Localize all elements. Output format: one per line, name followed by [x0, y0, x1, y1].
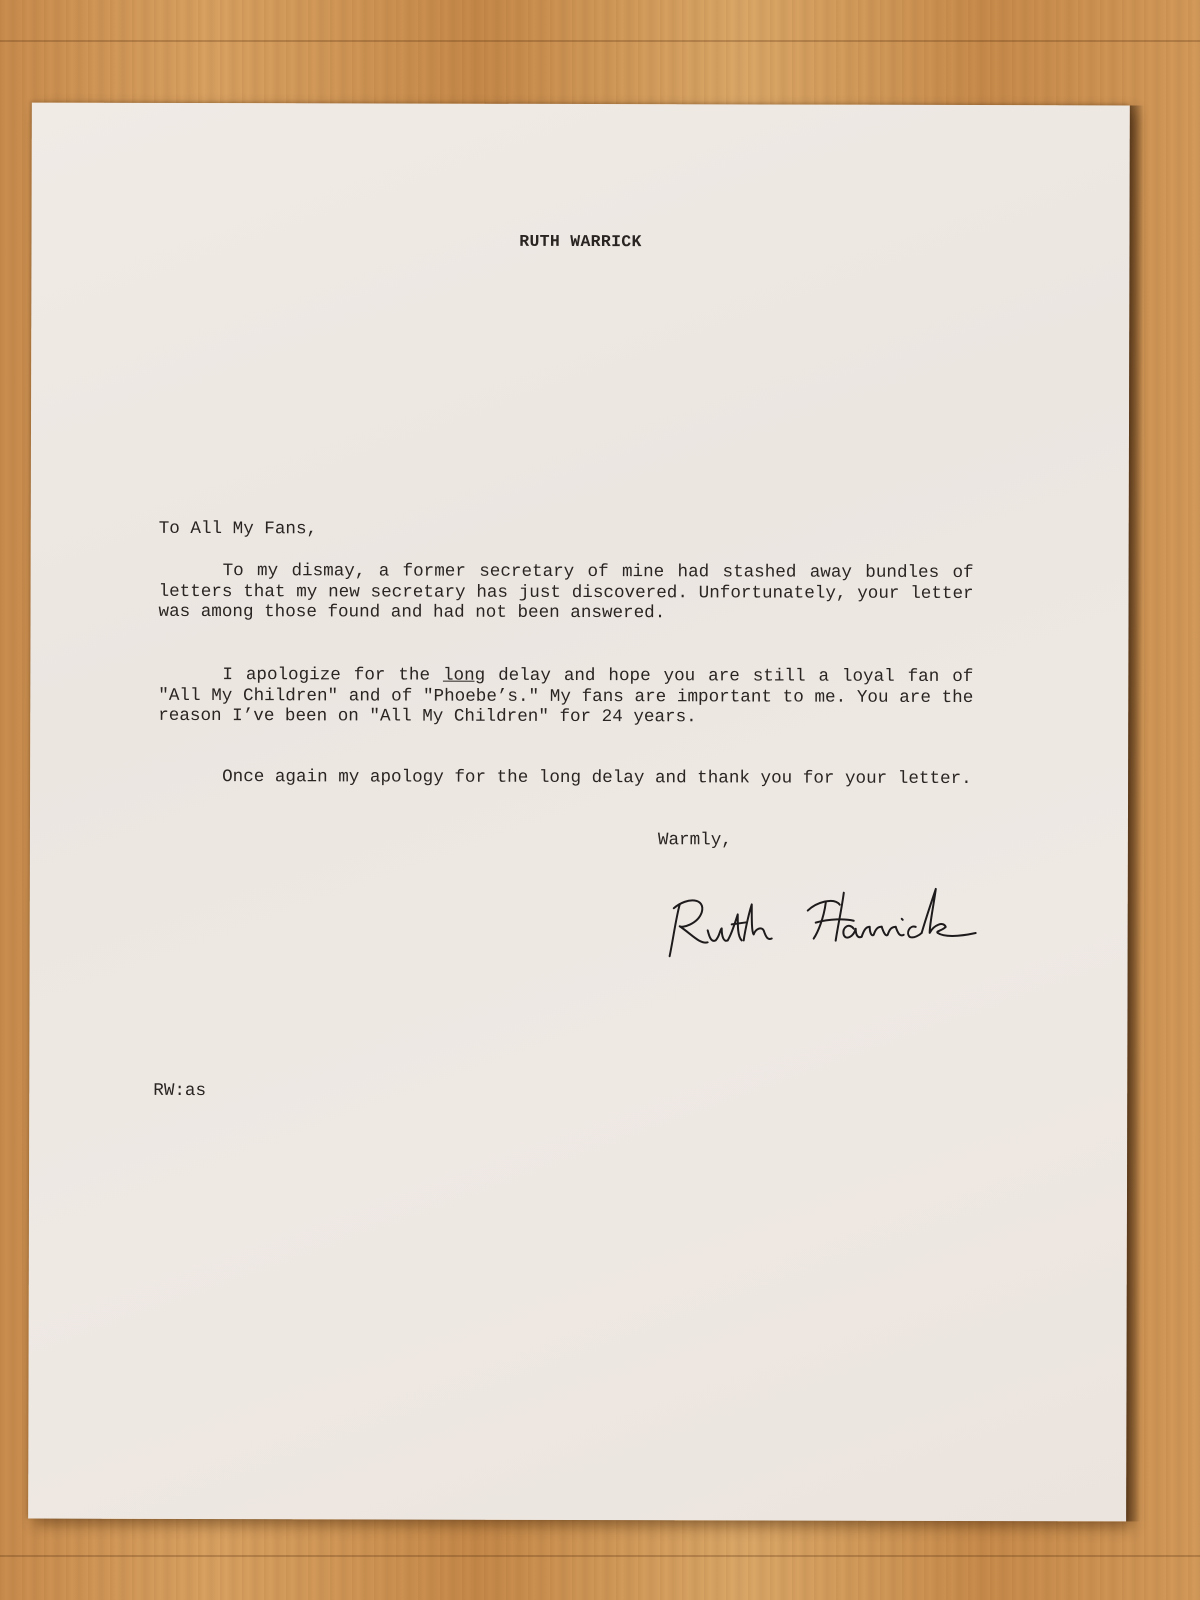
paragraph-3-text: Once again my apology for the long delay and thank you for your letter. [222, 767, 972, 790]
table-plank-seam [0, 1555, 1200, 1557]
handwritten-signature [658, 874, 998, 975]
letterhead: RUTH WARRICK [519, 231, 642, 252]
closing: Warmly, [657, 830, 732, 851]
table-plank-seam [0, 40, 1200, 42]
salutation: To All My Fans, [158, 518, 318, 540]
letter-paper [28, 103, 1130, 1522]
paper-shadow [1126, 105, 1144, 1521]
underlined-word: long [442, 665, 486, 686]
paragraph-1-text: To my dismay, a former secretary of mine had stashed away bundles of letters that my new secretary has just discovered. Unfortunately, your letter was among those found and had not been answered. [158, 561, 974, 624]
paragraph-3 [158, 767, 973, 790]
paragraph-1 [158, 561, 973, 625]
reference-initials: RW:as [153, 1080, 207, 1102]
paragraph-2-text-end: delay and hope you are still a loyal fan of "All My Children" and of "Phoebe’s." My fans are important to me. You are the reason I’ve been on "All My Children" for 24 years. [158, 665, 974, 728]
paragraph-2-text-start: I apologize for the [222, 665, 443, 686]
paragraph-2 [158, 665, 973, 729]
